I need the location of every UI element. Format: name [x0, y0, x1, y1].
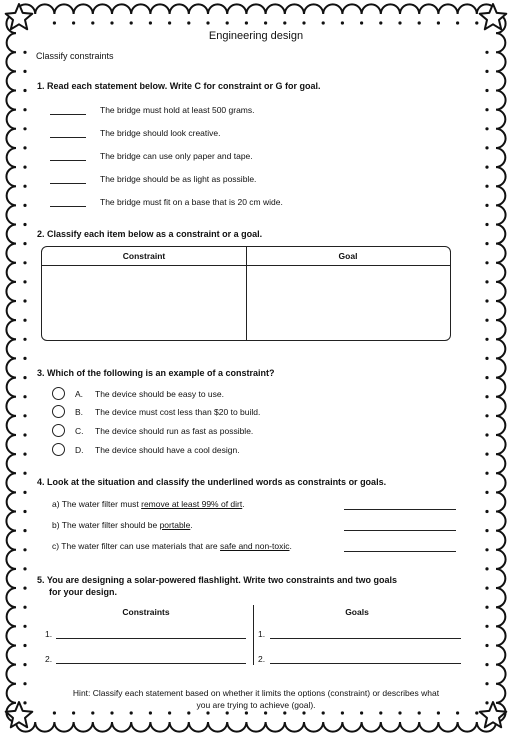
classify-table [41, 246, 451, 341]
border-dot [23, 223, 26, 226]
border-dot [485, 146, 488, 149]
border-dot [485, 414, 488, 417]
border-dot [23, 625, 26, 628]
border-dot [206, 711, 209, 714]
border-dot [23, 204, 26, 207]
border-dot [23, 529, 26, 532]
goal-answer-cell[interactable] [249, 267, 448, 338]
border-dot [322, 21, 325, 24]
border-dot [485, 682, 488, 685]
answer-blank[interactable] [50, 137, 86, 138]
border-dot [168, 21, 171, 24]
border-dot [23, 299, 26, 302]
border-dot [23, 491, 26, 494]
line-number: 2. [45, 654, 53, 664]
border-dot [475, 711, 478, 714]
border-dot [226, 21, 229, 24]
border-dot [245, 711, 248, 714]
border-dot [485, 644, 488, 647]
border-dot [23, 280, 26, 283]
border-dot [485, 70, 488, 73]
question-2-prompt: 2. Classify each item below as a constraint or a goal. [37, 229, 263, 239]
option-radio[interactable] [52, 424, 65, 437]
border-dot [485, 242, 488, 245]
border-dot [485, 453, 488, 456]
border-dot [485, 701, 488, 704]
border-dot [91, 711, 94, 714]
worksheet-subtitle: Classify constraints [36, 51, 114, 61]
border-dot [72, 21, 75, 24]
border-dot [485, 510, 488, 513]
border-dot [23, 376, 26, 379]
answer-blank[interactable] [50, 183, 86, 184]
situation-text: b) The water filter should be portable. [52, 520, 193, 530]
page-title: Engineering design [208, 30, 304, 42]
border-dot [302, 711, 305, 714]
option-letter: A. [75, 389, 84, 399]
border-dot [23, 606, 26, 609]
border-dot [437, 711, 440, 714]
border-dot [23, 185, 26, 188]
border-dot [206, 21, 209, 24]
border-dot [379, 711, 382, 714]
border-dot [485, 395, 488, 398]
border-dot [485, 280, 488, 283]
situation-text: c) The water filter can use materials that are safe and non-toxic. [52, 541, 292, 551]
question-4-prompt: 4. Look at the situation and classify the underlined words as constraints or goals. [37, 477, 387, 487]
situation-text: a) The water filter must remove at least 99% of dirt. [52, 499, 245, 509]
constraint-answer-cell[interactable] [44, 267, 244, 338]
border-dot [23, 644, 26, 647]
underlined-phrase: portable [159, 520, 191, 530]
answer-blank[interactable] [50, 160, 86, 161]
write-line[interactable] [56, 663, 246, 664]
border-dot [485, 625, 488, 628]
border-dot [485, 663, 488, 666]
write-line[interactable] [270, 663, 461, 664]
border-dot [168, 711, 171, 714]
answer-line[interactable] [344, 530, 456, 531]
border-dot [475, 21, 478, 24]
border-dot [226, 711, 229, 714]
constraints-column-header: Constraints [122, 607, 170, 617]
border-dot [23, 701, 26, 704]
hint-line-1: Hint: Classify each statement based on whether it limits the options (constraint) or describes what [72, 688, 440, 698]
border-dot [91, 21, 94, 24]
border-dot [23, 261, 26, 264]
border-dot [23, 70, 26, 73]
answer-blank[interactable] [50, 114, 86, 115]
border-dot [23, 548, 26, 551]
border-dot [485, 223, 488, 226]
border-dot [23, 89, 26, 92]
option-radio[interactable] [52, 387, 65, 400]
border-dot [485, 338, 488, 341]
border-dot [485, 299, 488, 302]
option-letter: C. [75, 426, 84, 436]
border-dot [485, 166, 488, 169]
border-dot [283, 711, 286, 714]
statement-text: The bridge must hold at least 500 grams. [100, 105, 255, 115]
line-number: 1. [258, 629, 266, 639]
border-dot [110, 711, 113, 714]
border-dot [23, 453, 26, 456]
border-dot [437, 21, 440, 24]
answer-line[interactable] [344, 551, 456, 552]
border-dot [485, 529, 488, 532]
option-letter: B. [75, 407, 84, 417]
border-dot [485, 185, 488, 188]
border-dot [23, 357, 26, 360]
border-dot [456, 21, 459, 24]
border-dot [485, 127, 488, 130]
border-dot [187, 21, 190, 24]
option-radio[interactable] [52, 443, 65, 456]
border-dot [418, 21, 421, 24]
border-dot [485, 491, 488, 494]
border-dot [485, 108, 488, 111]
border-dot [53, 21, 56, 24]
border-dot [485, 606, 488, 609]
option-text: The device should be easy to use. [95, 389, 224, 399]
border-dot [110, 21, 113, 24]
border-dot [23, 663, 26, 666]
question-3-prompt: 3. Which of the following is an example of a constraint? [37, 368, 275, 378]
border-dot [53, 711, 56, 714]
border-dot [23, 51, 26, 54]
underlined-phrase: safe and non-toxic [220, 541, 290, 551]
border-dot [23, 338, 26, 341]
border-dot [360, 711, 363, 714]
border-dot [341, 711, 344, 714]
border-dot [398, 711, 401, 714]
border-dot [485, 587, 488, 590]
goals-column-header: Goals [345, 607, 369, 617]
border-dot [485, 567, 488, 570]
statement-text: The bridge can use only paper and tape. [100, 151, 253, 161]
line-number: 1. [45, 629, 53, 639]
border-dot [130, 711, 133, 714]
border-dot [187, 711, 190, 714]
border-dot [485, 51, 488, 54]
hint-text [40, 687, 472, 711]
statement-text: The bridge should be as light as possible. [100, 174, 257, 184]
border-dot [302, 21, 305, 24]
border-dot [264, 711, 267, 714]
border-dot [23, 395, 26, 398]
question-5-prompt-continued: for your design. [49, 587, 118, 597]
goal-column-header: Goal [338, 251, 358, 261]
border-dot [341, 21, 344, 24]
border-dot [23, 127, 26, 130]
statement-text: The bridge should look creative. [100, 128, 221, 138]
option-text: The device should have a cool design. [95, 445, 240, 455]
answer-blank[interactable] [50, 206, 86, 207]
underlined-phrase: remove at least 99% of dirt [141, 499, 243, 509]
border-dot [264, 21, 267, 24]
border-dot [485, 433, 488, 436]
border-dot [485, 472, 488, 475]
border-dot [72, 711, 75, 714]
option-text: The device must cost less than $20 to build. [95, 407, 261, 417]
border-dot [485, 89, 488, 92]
option-radio[interactable] [52, 405, 65, 418]
border-dot [283, 21, 286, 24]
border-dot [149, 711, 152, 714]
answer-line[interactable] [344, 509, 456, 510]
hint-line-2: you are trying to achieve (goal). [196, 700, 316, 710]
border-dot [360, 21, 363, 24]
border-dot [23, 567, 26, 570]
constraint-column-header: Constraint [122, 251, 166, 261]
border-dot [23, 166, 26, 169]
border-dot [23, 682, 26, 685]
option-text: The device should run as fast as possible. [95, 426, 254, 436]
write-line[interactable] [270, 638, 461, 639]
corner-star-icon [480, 4, 507, 29]
border-dot [23, 472, 26, 475]
border-dot [23, 146, 26, 149]
border-dot [485, 204, 488, 207]
question-5-prompt: 5. You are designing a solar-powered flashlight. Write two constraints and two goals [37, 575, 398, 585]
question-1-prompt: 1. Read each statement below. Write C for constraint or G for goal. [37, 81, 321, 91]
border-dot [322, 711, 325, 714]
border-dot [418, 711, 421, 714]
border-dot [245, 21, 248, 24]
border-dot [379, 21, 382, 24]
border-dot [485, 319, 488, 322]
border-dot [398, 21, 401, 24]
border-dot [23, 433, 26, 436]
border-dot [23, 319, 26, 322]
statement-text: The bridge must fit on a base that is 20 cm wide. [100, 197, 283, 207]
border-dot [130, 21, 133, 24]
border-dot [23, 587, 26, 590]
border-dot [485, 376, 488, 379]
border-dot [456, 711, 459, 714]
corner-star-icon [6, 4, 33, 29]
border-dot [23, 242, 26, 245]
border-dot [23, 510, 26, 513]
border-dot [485, 548, 488, 551]
border-dot [149, 21, 152, 24]
border-dot [23, 414, 26, 417]
border-dot [23, 108, 26, 111]
line-number: 2. [258, 654, 266, 664]
column-divider [253, 605, 254, 665]
border-dot [485, 261, 488, 264]
border-dot [485, 357, 488, 360]
write-line[interactable] [56, 638, 246, 639]
option-letter: D. [75, 445, 84, 455]
